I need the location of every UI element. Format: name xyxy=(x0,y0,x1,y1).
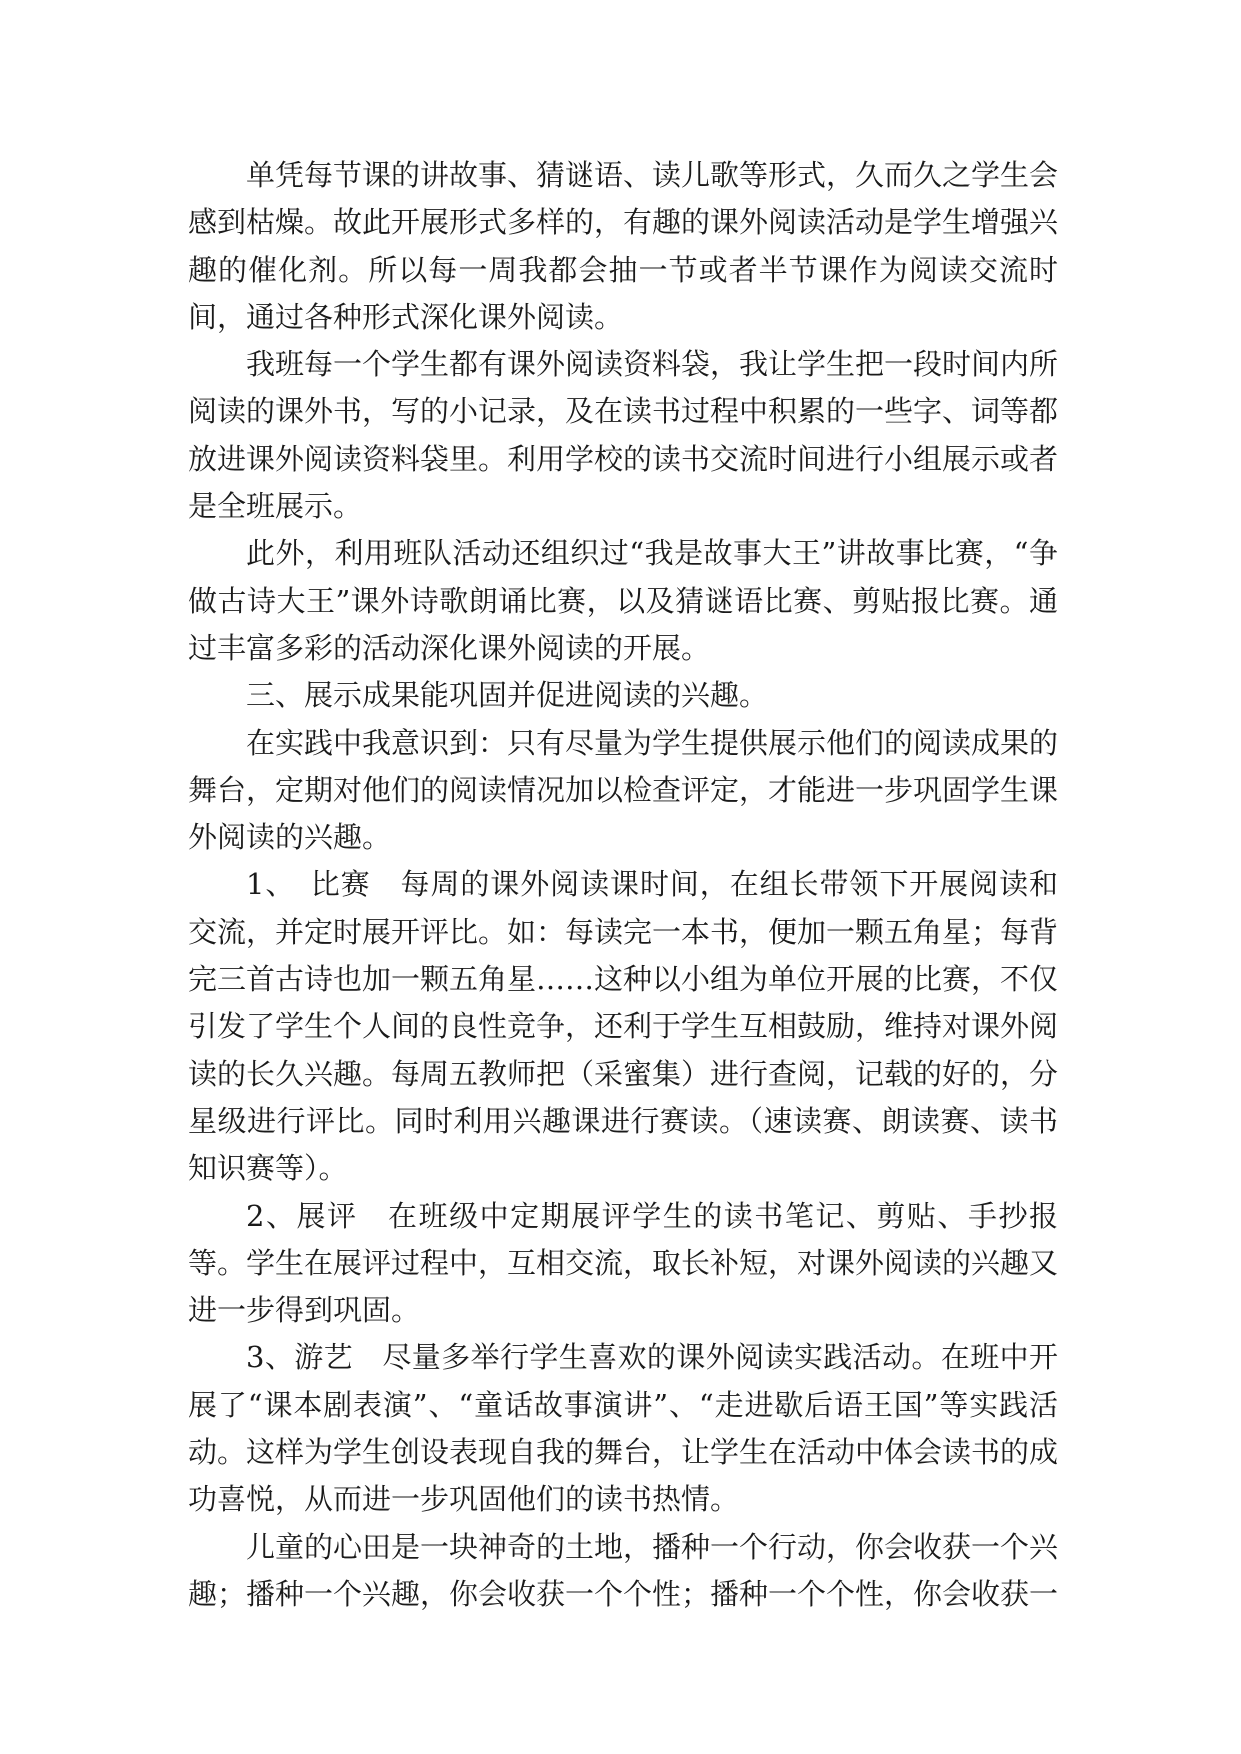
paragraph-practice-insight: 在实践中我意识到：只有尽量为学生提供展示他们的阅读成果的舞台，定期对他们的阅读情况加以检查评定，才能进一步巩固学生课外阅读的兴趣。 xyxy=(188,725,1059,855)
paragraph-item-competition: 1、 比赛 每周的课外阅读课时间，在组长带领下开展阅读和交流，并定时展开评比。如：每读完一本书，便加一颗五角星；每背完三首古诗也加一颗五角星……这种以小组为单位开展的比赛，不仅引发了学生个人间的良性竞争，还利于学生互相鼓励，维持对课外阅读的长久兴趣。每周五教师把（采蜜集）进行查阅，记载的好的，分星级进行评比。同时利用兴趣课进行赛读。（速读赛、朗读赛、读书知识赛等）。 xyxy=(188,867,1059,1186)
paragraph-class-competitions: 此外，利用班队活动还组织过“我是故事大王”讲故事比赛，“争做古诗大王”课外诗歌朗诵比赛，以及猜谜语比赛、剪贴报比赛。通过丰富多彩的活动深化课外阅读的开展。 xyxy=(188,536,1058,665)
document-body xyxy=(188,152,1058,1618)
paragraph-reading-activities: 单凭每节课的讲故事、猜谜语、读儿歌等形式，久而久之学生会感到枯燥。故此开展形式多样的，有趣的课外阅读活动是学生增强兴趣的催化剂。所以每一周我都会抽一节或者半节课作为阅读交流时间，通过各种形式深化课外阅读。 xyxy=(188,158,1059,334)
paragraph-conclusion: 儿童的心田是一块神奇的土地，播种一个行动，你会收获一个兴趣；播种一个兴趣，你会收获一个个性；播种一个个性，你会收获一 xyxy=(188,1529,1059,1611)
paragraph-reading-folder: 我班每一个学生都有课外阅读资料袋，我让学生把一段时间内所阅读的课外书，写的小记录，及在读书过程中积累的一些字、词等都放进课外阅读资料袋里。利用学校的读书交流时间进行小组展示或者是全班展示。 xyxy=(188,347,1059,524)
paragraph-item-games: 3、游艺 尽量多举行学生喜欢的课外阅读实践活动。在班中开展了“课本剧表演”、“童话故事演讲”、“走进歇后语王国”等实践活动。这样为学生创设表现自我的舞台，让学生在活动中体会读书的成功喜悦，从而进一步巩固他们的读书热情。 xyxy=(188,1340,1059,1517)
section-heading-three: 三、展示成果能巩固并促进阅读的兴趣。 xyxy=(246,678,769,713)
paragraph-item-exhibition: 2、展评 在班级中定期展评学生的读书笔记、剪贴、手抄报等。学生在展评过程中，互相交流，取长补短，对课外阅读的兴趣又进一步得到巩固。 xyxy=(188,1198,1059,1328)
